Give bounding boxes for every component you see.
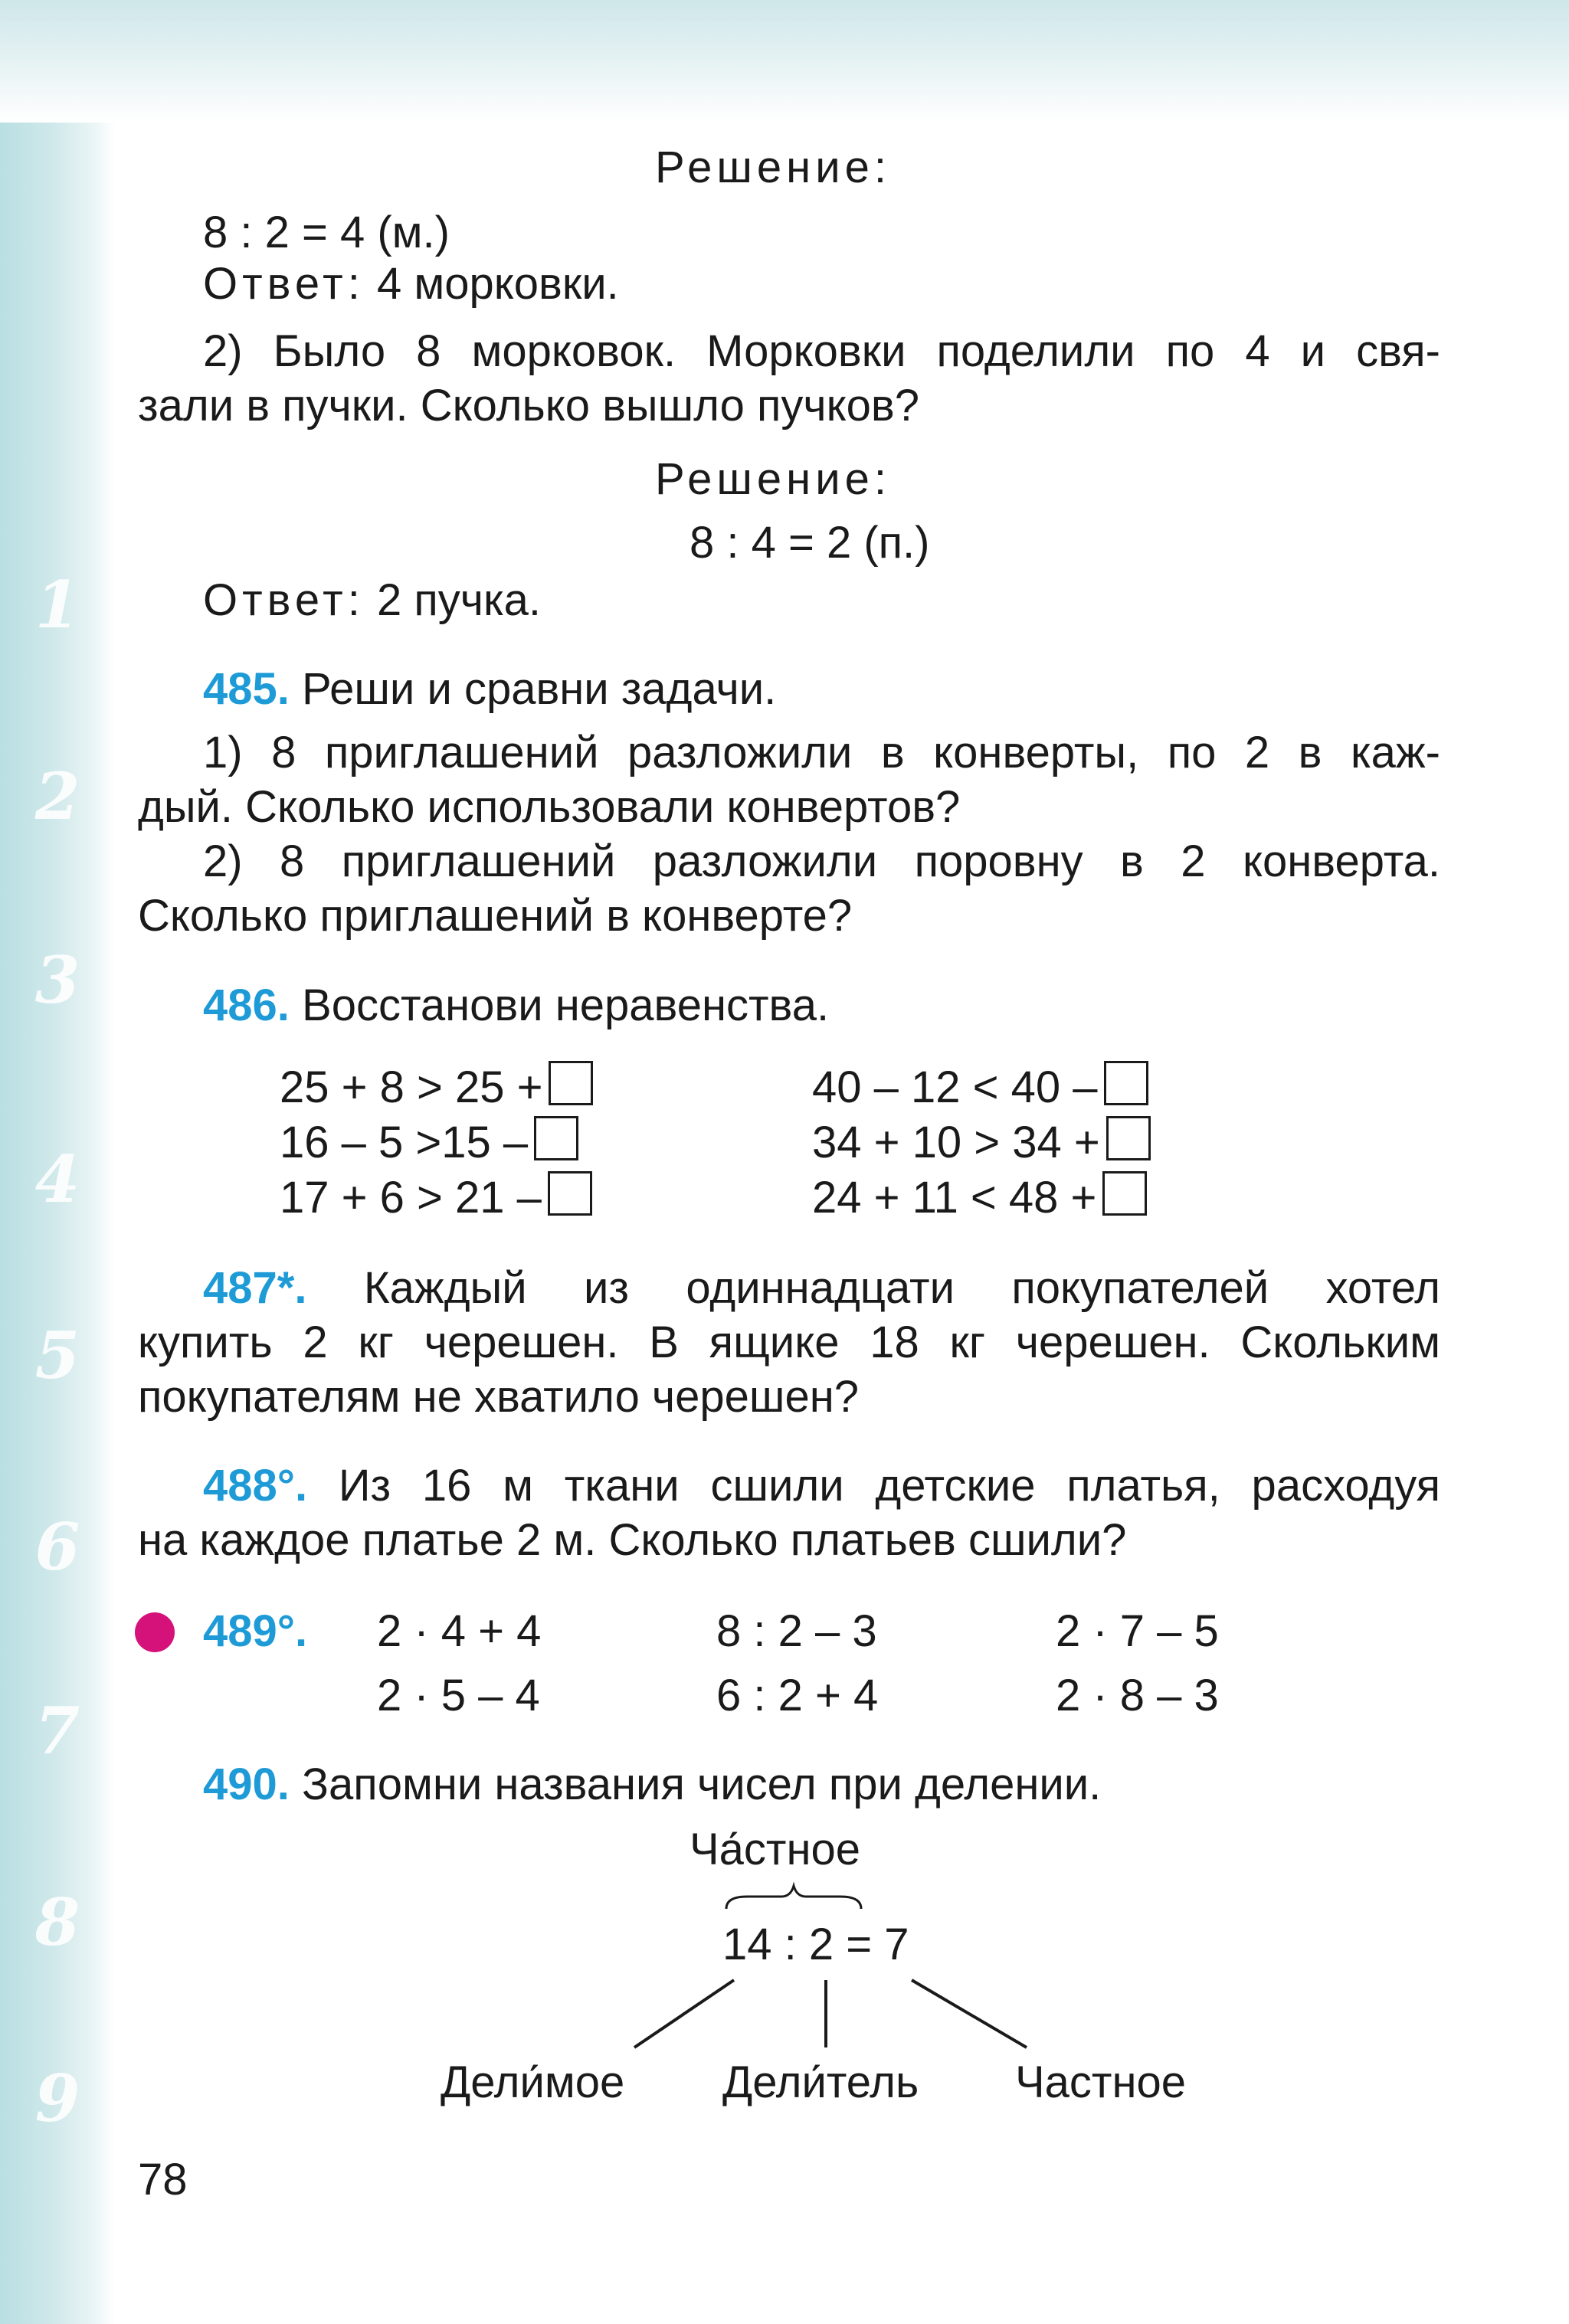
side-tab-number: 5	[34, 1317, 80, 1393]
inequality: 17 + 6 > 21 –	[280, 1170, 592, 1226]
solution-equation: 8 : 2 = 4 (м.)	[203, 208, 450, 257]
inequality: 24 + 11 < 48 +	[812, 1170, 1147, 1226]
quotient-pointer-line	[912, 1980, 1027, 2047]
answer-text: 2 пучка.	[364, 575, 541, 625]
task-text-line: 2) Было 8 морковок. Морковки поделили по 4 и свя-	[203, 326, 1440, 376]
task-number: 487*.	[203, 1263, 307, 1313]
task-text-line: на каждое платье 2 м. Сколько платьев сшили?	[138, 1515, 1127, 1565]
inequality: 25 + 8 > 25 +	[280, 1060, 593, 1115]
expression: 8 : 2 – 3	[716, 1606, 877, 1656]
task-title: Восстанови неравенства.	[289, 980, 830, 1030]
expression: 2 · 4 + 4	[377, 1606, 542, 1656]
task-488-heading: 488°. Из 16 м ткани сшили детские платья, расходуя	[203, 1461, 1440, 1511]
side-tab-number: 6	[34, 1509, 80, 1585]
answer-label: Ответ:	[203, 259, 365, 309]
page-number: 78	[138, 2155, 188, 2205]
quotient-brace	[726, 1886, 861, 1909]
divisor-label: Дели́тель	[722, 2057, 919, 2107]
inequality: 40 – 12 < 40 –	[812, 1060, 1148, 1115]
expression: 2 · 7 – 5	[1056, 1606, 1219, 1656]
solution-equation: 8 : 4 = 2 (п.)	[690, 518, 930, 568]
answer-text: 4 морковки.	[364, 259, 619, 309]
quotient-label: Частное	[1015, 2057, 1187, 2107]
task-number: 485.	[203, 664, 290, 714]
task-text-line: 2) 8 приглашений разложили поровну в 2 конверта.	[203, 836, 1440, 886]
expression: 2 · 5 – 4	[377, 1671, 540, 1720]
expression: 6 : 2 + 4	[716, 1671, 879, 1720]
task-487-heading: 487*. Каждый из одиннадцати покупателей хотел	[203, 1263, 1440, 1313]
answer-label: Ответ:	[203, 575, 365, 625]
task-number: 490.	[203, 1759, 290, 1809]
task-title: Реши и сравни задачи.	[289, 664, 777, 714]
task-number: 486.	[203, 980, 290, 1030]
side-tab-number: 3	[34, 942, 80, 1018]
task-title: Запомни названия чисел при делении.	[289, 1759, 1102, 1809]
task-text-line: дый. Сколько использовали конвертов?	[138, 782, 961, 832]
expression: 2 · 8 – 3	[1056, 1671, 1219, 1720]
task-text-line: купить 2 кг черешен. В ящике 18 кг черешен. Скольким	[138, 1317, 1440, 1367]
solution-heading: Решение:	[655, 454, 891, 504]
side-tab-number: 1	[34, 567, 80, 643]
inequality: 34 + 10 > 34 +	[812, 1115, 1151, 1170]
side-tab-number: 4	[34, 1141, 80, 1217]
side-tab-number: 8	[34, 1884, 80, 1960]
solution-heading: Решение:	[655, 142, 891, 192]
task-text-line: Сколько приглашений в конверте?	[138, 891, 853, 941]
dividend-label: Дели́мое	[441, 2057, 625, 2107]
task-text-line: зали в пучки. Сколько вышло пучков?	[138, 381, 919, 430]
inequality: 16 – 5 >15 –	[280, 1115, 578, 1170]
quotient-top-label: Ча́стное	[690, 1825, 861, 1874]
side-tab-number: 2	[34, 758, 80, 834]
task-text-line: 1) 8 приглашений разложили в конверты, по 2 в каж-	[203, 728, 1440, 777]
division-equation: 14 : 2 = 7	[722, 1920, 909, 1969]
task-text-line: покупателям не хватило черешен?	[138, 1372, 859, 1422]
side-tab-number: 7	[34, 1693, 80, 1769]
task-489-number: 489°.	[203, 1606, 308, 1656]
task-number: 488°.	[203, 1461, 308, 1511]
dividend-pointer-line	[634, 1980, 734, 2047]
side-tab-number: 9	[34, 2061, 80, 2136]
